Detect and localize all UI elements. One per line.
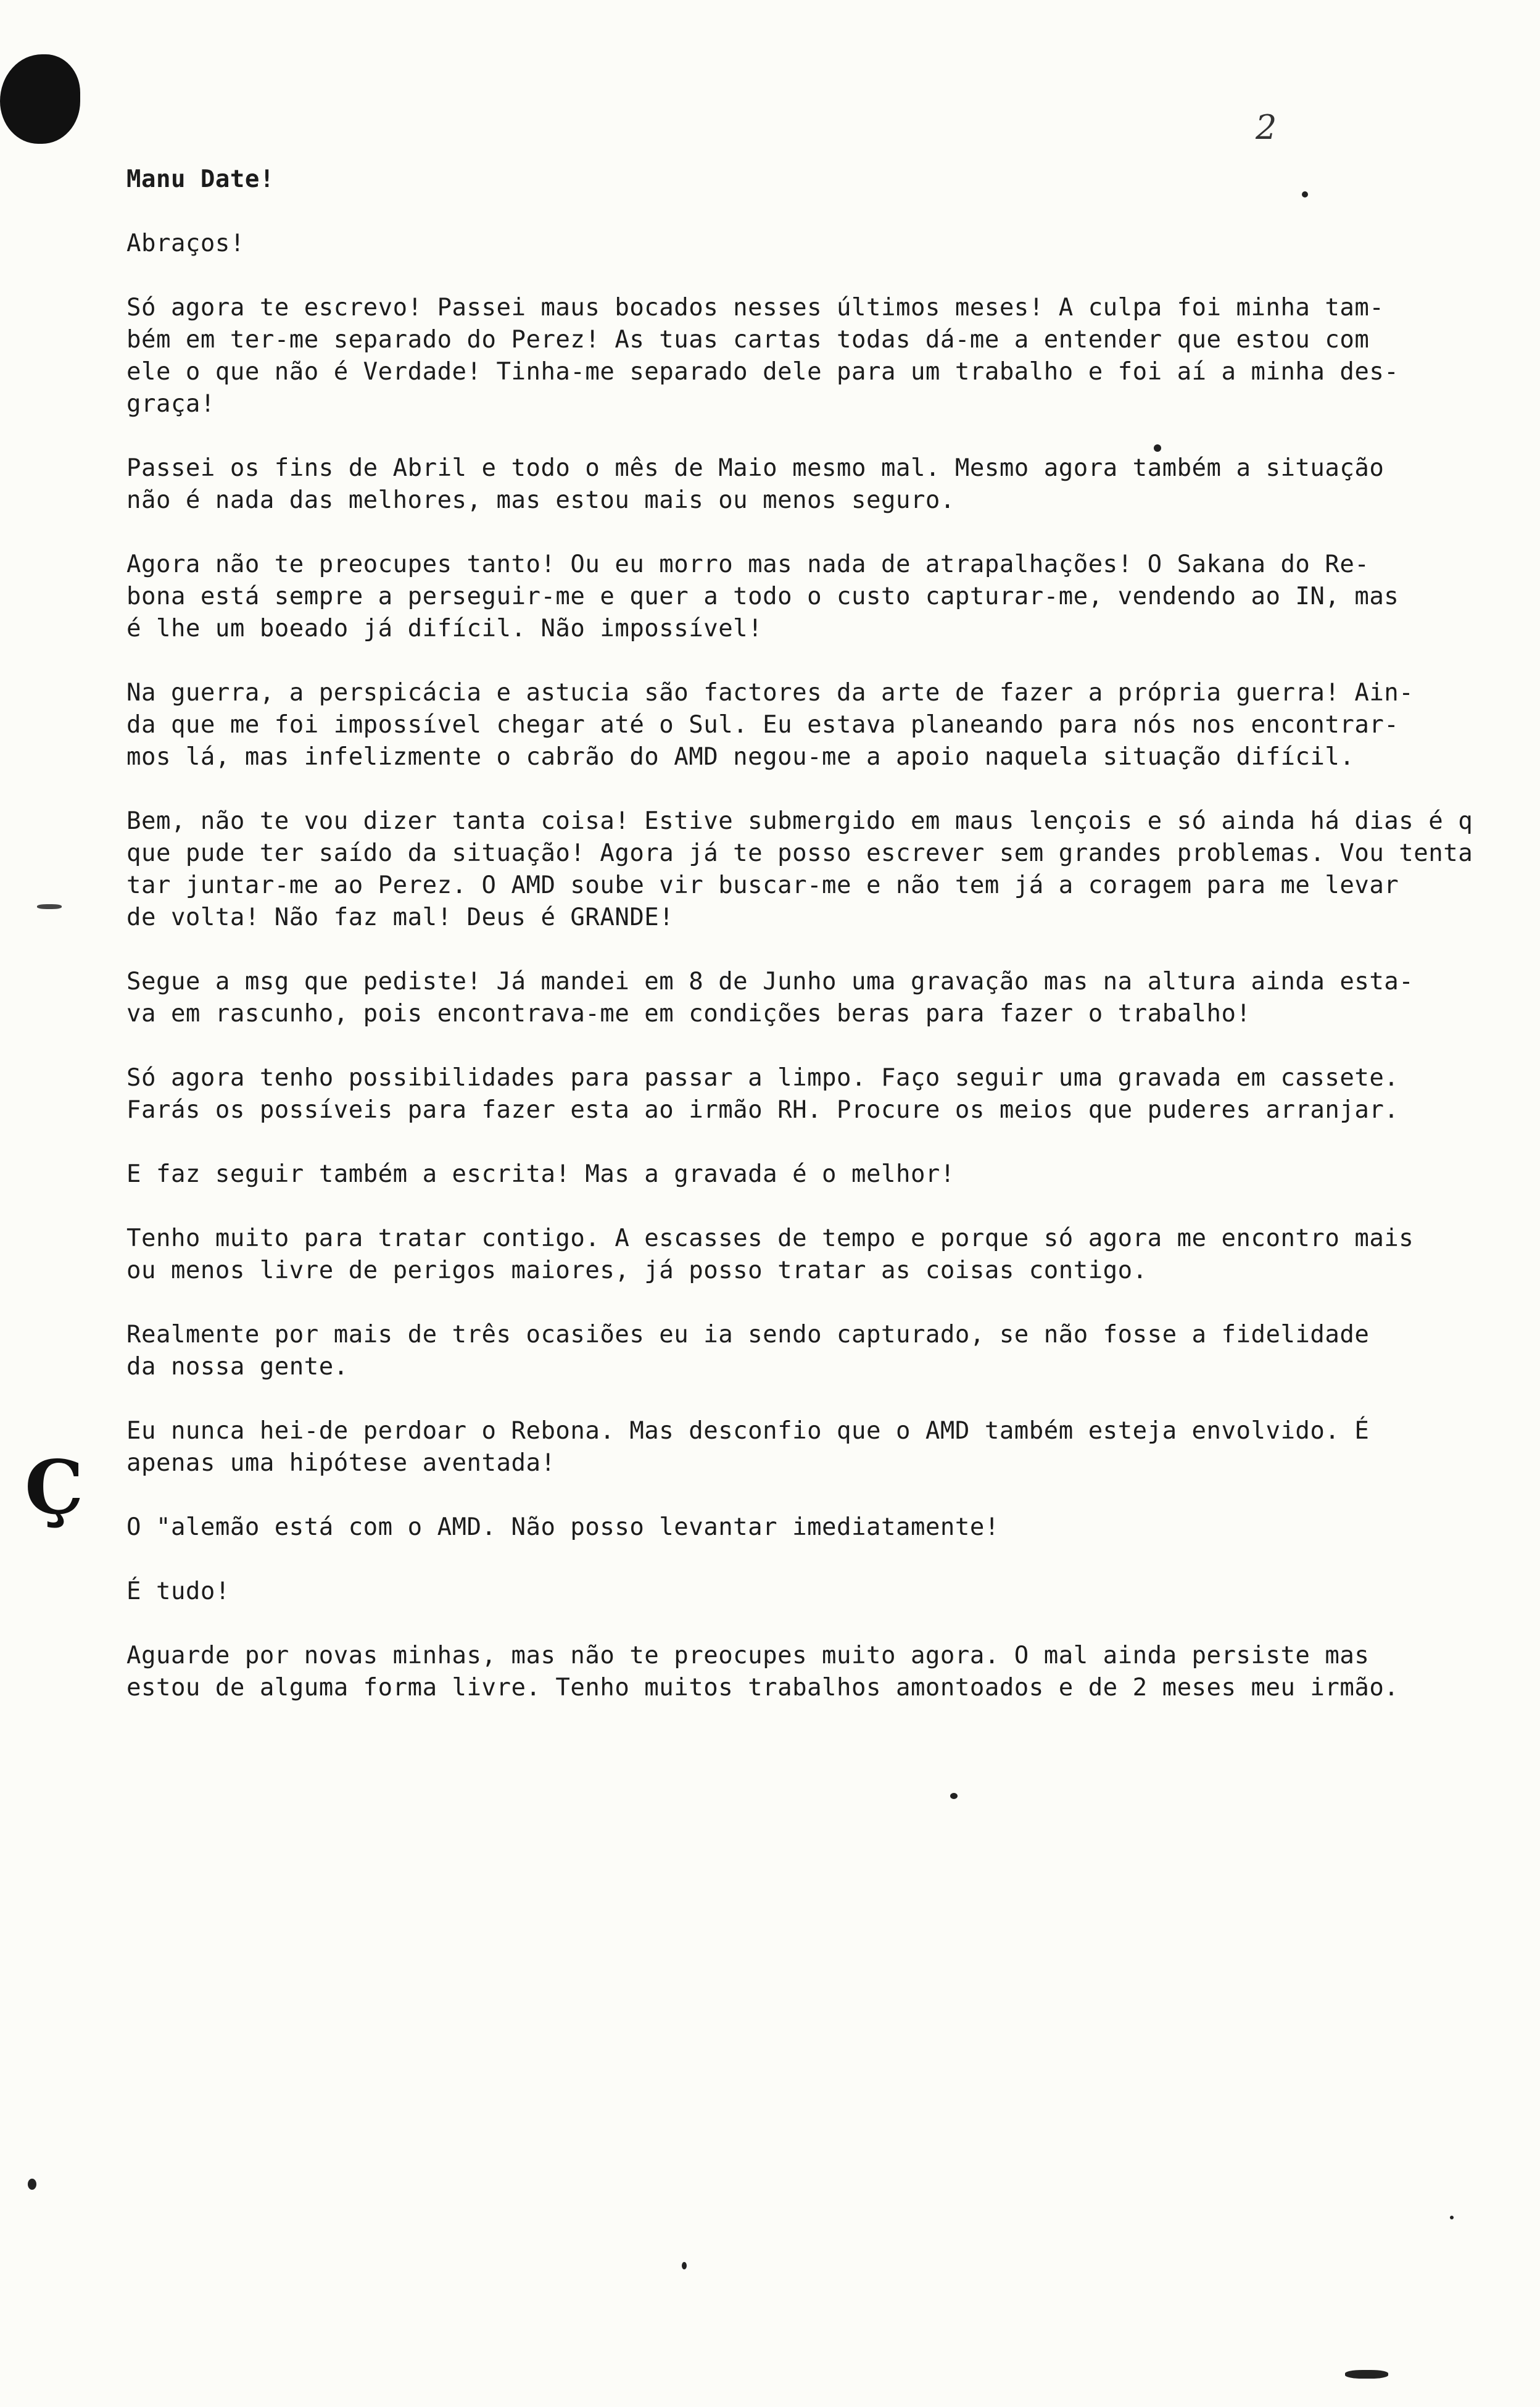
text-line: não é nada das melhores, mas estou mais ou menos seguro. [126,486,955,514]
ink-speck [682,2262,687,2269]
letter-greeting: Manu Date! [126,165,275,193]
text-line: que pude ter saído da situação! Agora já te posso escrever sem grandes problemas. Vou tenta [126,839,1473,867]
margin-mark: Ç [25,1444,84,1531]
text-line: Bem, não te vou dizer tanta coisa! Estive submergido em maus lençois e só ainda há dias é q [126,807,1473,835]
text-line: Agora não te preocupes tanto! Ou eu morro mas nada de atrapalhações! O Sakana do Re- [126,551,1370,578]
text-line: da nossa gente. [126,1353,349,1381]
text-line: Tenho muito para tratar contigo. A escasses de tempo e porque só agora me encontro mais [126,1224,1414,1252]
paragraph [126,1062,1521,1126]
text-line: Aguarde por novas minhas, mas não te preocupes muito agora. O mal ainda persiste mas [126,1642,1370,1669]
paragraph [126,1415,1521,1479]
text-line: ele o que não é Verdade! Tinha-me separado dele para um trabalho e foi aí a minha des- [126,358,1399,386]
text-line: ou menos livre de perigos maiores, já posso tratar as coisas contigo. [126,1257,1148,1284]
text-line: Só agora tenho possibilidades para passar a limpo. Faço seguir uma gravada em cassete. [126,1064,1399,1092]
paragraph [126,1576,1521,1608]
text-line: é lhe um boeado já difícil. Não impossível! [126,615,763,642]
ink-speck [28,2179,36,2190]
text-line: E faz seguir também a escrita! Mas a gravada é o melhor! [126,1160,955,1188]
paragraph [126,805,1521,934]
text-line: estou de alguma forma livre. Tenho muitos trabalhos amontoados e de 2 meses meu irmão. [126,1674,1399,1702]
paragraph [126,549,1521,645]
paragraph [126,1319,1521,1383]
text-line: Farás os possíveis para fazer esta ao irmão RH. Procure os meios que puderes arranjar. [126,1096,1399,1124]
paragraph [126,1511,1521,1544]
text-line: Realmente por mais de três ocasiões eu ia sendo capturado, se não fosse a fidelidade [126,1321,1370,1349]
text-line: de volta! Não faz mal! Deus é GRANDE! [126,904,674,931]
text-line: Segue a msg que pediste! Já mandei em 8 de Junho uma gravação mas na altura ainda esta- [126,968,1414,996]
page-number: 2 [1256,108,1277,147]
paragraph [126,292,1521,420]
text-line: O "alemão está com o AMD. Não posso levantar imediatamente! [126,1513,1000,1541]
ink-speck [37,904,62,909]
letter-salutation: Abraços! [126,230,245,257]
text-line: Eu nunca hei-de perdoar o Rebona. Mas desconfio que o AMD também esteja envolvido. É [126,1417,1370,1445]
paragraph [126,1640,1521,1704]
ink-blot [0,54,80,144]
text-line: É tudo! [126,1578,230,1605]
text-line: Só agora te escrevo! Passei maus bocados nesses últimos meses! A culpa foi minha tam- [126,294,1385,322]
ink-speck [1345,2370,1388,2379]
text-line: bém em ter-me separado do Perez! As tuas cartas todas dá-me a entender que estou com [126,326,1370,354]
paragraph [126,677,1521,773]
text-line: Passei os fins de Abril e todo o mês de Maio mesmo mal. Mesmo agora também a situação [126,454,1385,482]
text-line: bona está sempre a perseguir-me e quer a todo o custo capturar-me, vendendo ao IN, mas [126,583,1399,610]
letter-body [126,164,1521,1704]
ink-speck [1302,191,1308,197]
ink-speck [950,1793,958,1799]
text-line: da que me foi impossível chegar até o Sul. Eu estava planeando para nós nos encontrar- [126,711,1399,739]
paragraph [126,1158,1521,1191]
text-line: Na guerra, a perspicácia e astucia são factores da arte de fazer a própria guerra! Ain- [126,679,1414,707]
text-line: va em rascunho, pois encontrava-me em condições beras para fazer o trabalho! [126,1000,1251,1028]
text-line: tar juntar-me ao Perez. O AMD soube vir buscar-me e não tem já a coragem para me levar [126,871,1399,899]
paragraph [126,1223,1521,1287]
paragraph [126,966,1521,1030]
paragraph [126,452,1521,517]
ink-speck [1450,2216,1454,2219]
text-line: graça! [126,390,215,418]
text-line: apenas uma hipótese aventada! [126,1449,556,1477]
text-line: mos lá, mas infelizmente o cabrão do AMD negou-me a apoio naquela situação difícil. [126,743,1355,771]
ink-speck [1154,444,1161,452]
